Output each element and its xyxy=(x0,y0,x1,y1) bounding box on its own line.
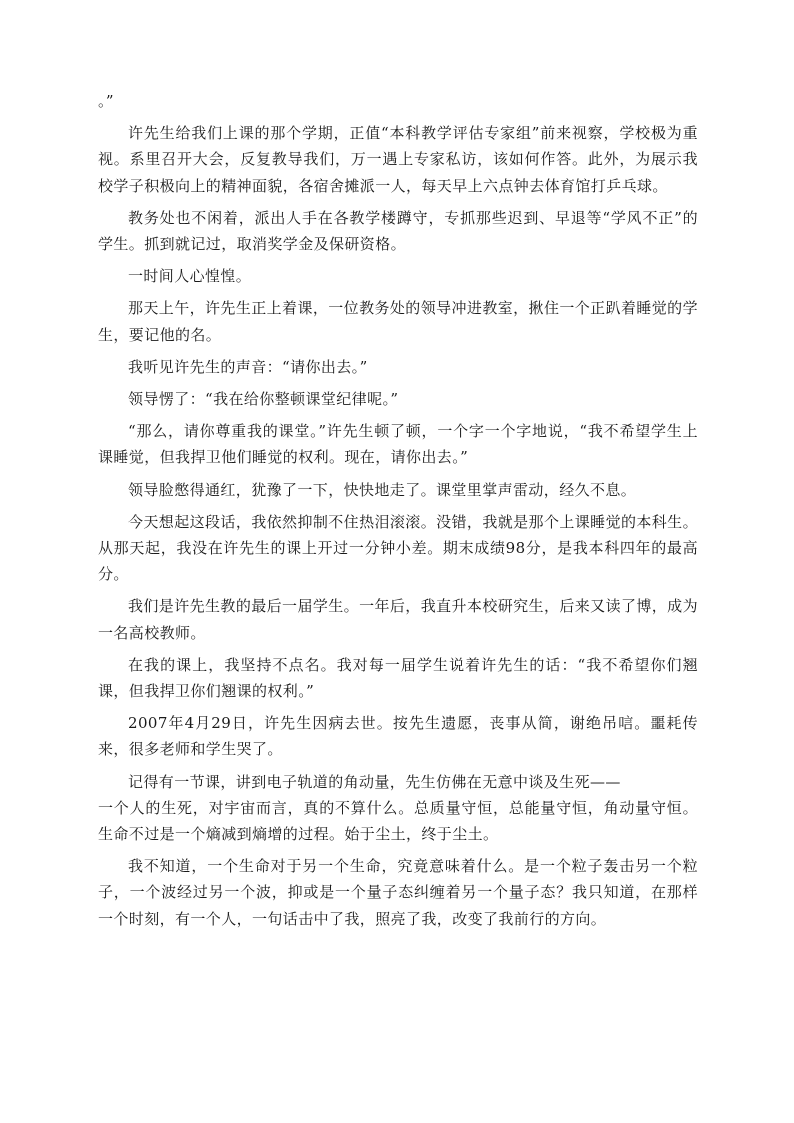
paragraph: 许先生给我们上课的那个学期，正值“本科教学评估专家组”前来视察，学校极为重视。系里召开大会，反复教导我们，万一遇上专家私访，该如何作答。此外，为展示我校学子积极向上的精神面貌，各宿舍摊派一人，每天早上六点钟去体育馆打乒乓球。 xyxy=(98,124,698,195)
paragraph: 我不知道，一个生命对于另一个生命，究竟意味着什么。是一个粒子轰击另一个粒子，一个波经过另一个波，抑或是一个量子态纠缠着另一个量子态？我只知道，在那样一个时刻，有一个人，一句话击中了我，照亮了我，改变了我前行的方向。 xyxy=(98,857,698,928)
paragraph: 我们是许先生教的最后一届学生。一年后，我直升本校研究生，后来又读了博，成为一名高校教师。 xyxy=(98,597,698,642)
paragraph: 一时间人心惶惶。 xyxy=(128,267,252,286)
paragraph: 在我的课上，我坚持不点名。我对每一届学生说着许先生的话：“我不希望你们翘课，但我捍卫你们翘课的权利。” xyxy=(98,655,698,701)
paragraph: 今天想起这段话，我依然抑制不住热泪滚滚。没错，我就是那个上课睡觉的本科生。从那天起，我没在许先生的课上开过一分钟小差。期末成绩98分，是我本科四年的最高分。 xyxy=(98,512,698,584)
paragraph: 记得有一节课，讲到电子轨道的角动量，先生仿佛在无意中谈及生死—— xyxy=(128,772,621,791)
paragraph: 一个人的生死，对宇宙而言，真的不算什么。总质量守恒，总能量守恒，角动量守恒。生命不过是一个熵减到熵增的过程。始于尘土，终于尘土。 xyxy=(98,798,698,844)
article-body xyxy=(98,88,698,938)
paragraph: 教务处也不闲着，派出人手在各教学楼蹲守，专抓那些迟到、早退等“学风不正”的学生。抓到就记过，取消奖学金及保研资格。 xyxy=(98,208,698,254)
paragraph: “那么，请你尊重我的课堂。”许先生顿了顿，一个字一个字地说，“我不希望学生上课睡觉，但我捍卫他们睡觉的权利。现在，请你出去。” xyxy=(98,422,698,467)
paragraph: 那天上午，许先生正上着课，一位教务处的领导冲进教室，揪住一个正趴着睡觉的学生，要记他的名。 xyxy=(98,299,698,344)
paragraph: 领导愣了：“我在给你整顿课堂纪律呢。” xyxy=(128,390,399,409)
paragraph-closing-quote: 。” xyxy=(98,92,114,110)
paragraph: 我听见许先生的声音：“请你出去。” xyxy=(128,357,368,376)
paragraph: 领导脸憋得通红，犹豫了一下，快快地走了。课堂里掌声雷动，经久不息。 xyxy=(128,480,637,499)
paragraph: 2007年4月29日，许先生因病去世。按先生遗愿，丧事从简，谢绝吊唁。噩耗传来，很多老师和学生哭了。 xyxy=(98,714,698,759)
